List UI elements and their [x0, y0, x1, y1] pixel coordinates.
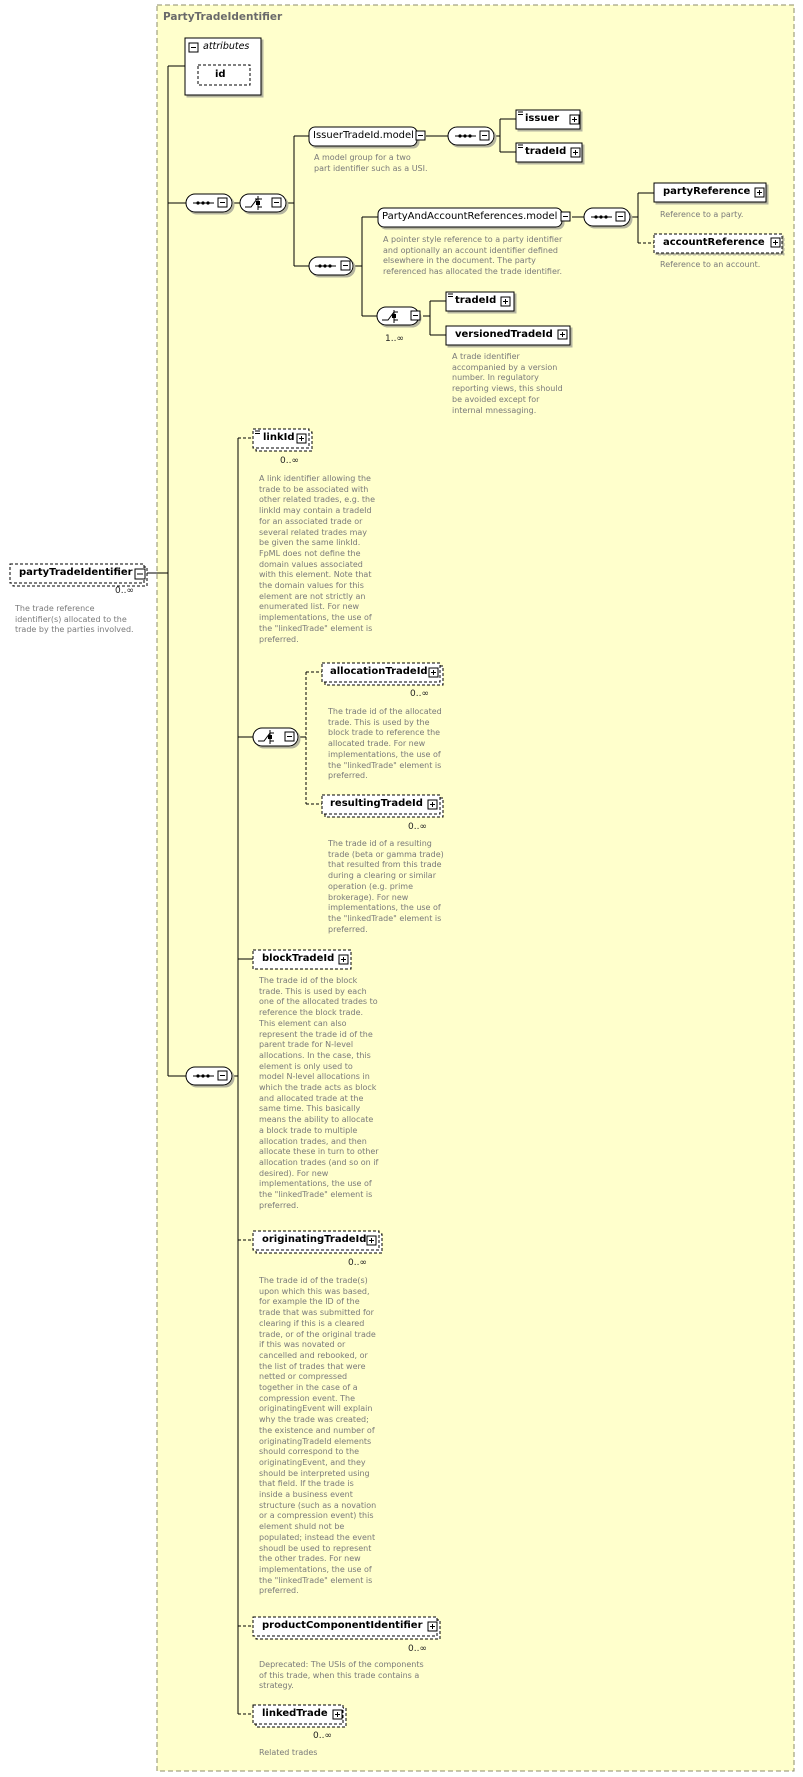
issuer-label[interactable]: issuer: [525, 113, 560, 124]
desc-line: the "linkedTrade" element is: [259, 623, 373, 633]
accountreference-desc: Reference to an account.: [660, 260, 761, 269]
desc-line: The trade id of a resulting: [328, 839, 432, 848]
desc-line: allocation trades (and so on if: [259, 1157, 379, 1167]
desc-line: populated; instead the event: [259, 1532, 376, 1542]
desc-line: represent the trade id of the: [259, 1029, 373, 1039]
desc-line: enumerated list. For new: [259, 602, 360, 612]
desc-line: one of the allocated trades to: [259, 997, 378, 1007]
desc-line: trade. This is used by the: [328, 717, 430, 727]
desc-line: internal mnessaging.: [452, 405, 537, 415]
desc-line: trade by the parties involved.: [15, 625, 134, 635]
desc-line: together in the case of a: [259, 1383, 358, 1393]
allocationtradeid-occurs: 0..∞: [410, 689, 429, 699]
desc-line: the list of trades that were: [259, 1361, 366, 1371]
desc-line: and allocated trade at the: [259, 1093, 364, 1103]
desc-line: preferred.: [328, 924, 368, 934]
desc-line: implementations, the use of: [259, 613, 372, 623]
desc-line: inside a business event: [259, 1490, 353, 1500]
desc-line: element is only used to: [259, 1061, 353, 1071]
linkedtrade-desc: [259, 1748, 317, 1759]
desc-line: be given the same linkId.: [259, 538, 361, 548]
desc-line: number. In regulatory: [452, 373, 539, 383]
desc-line: The trade id of the block: [259, 976, 358, 985]
productcomponentidentifier-desc: [259, 1660, 424, 1692]
desc-line: same time. This basically: [259, 1104, 361, 1114]
desc-line: a block trade to multiple: [259, 1125, 358, 1135]
desc-line: of this trade, when this trade contains a: [259, 1670, 420, 1680]
desc-line: referenced has allocated the trade identifier.: [383, 267, 562, 277]
originatingtradeid-occurs: 0..∞: [348, 1258, 367, 1268]
desc-line: during a clearing or similar: [328, 871, 436, 881]
desc-line: implementations, the use of: [328, 749, 441, 759]
desc-line: that resulted from this trade: [328, 860, 442, 870]
desc-line: A pointer style reference to a party identifier: [383, 235, 563, 244]
desc-line: netted or compressed: [259, 1372, 348, 1382]
productcomponentidentifier-occurs: 0..∞: [408, 1644, 427, 1654]
desc-line: compression event. The: [259, 1393, 356, 1403]
root-element-label[interactable]: partyTradeIdentifier: [19, 567, 133, 578]
desc-line: trade (beta or gamma trade): [328, 849, 444, 859]
linkedtrade-occurs: 0..∞: [313, 1731, 332, 1741]
desc-line: reporting views, this should: [452, 384, 563, 394]
desc-line: linkId may contain a tradeId: [259, 506, 372, 516]
type-title: PartyTradeIdentifier: [163, 11, 283, 23]
desc-line: strategy.: [259, 1681, 294, 1691]
desc-line: FpML does not define the: [259, 548, 361, 558]
desc-line: that field. If the trade is: [259, 1479, 354, 1489]
partyreference-desc: Reference to a party.: [660, 210, 744, 219]
attribute-id-label[interactable]: id: [215, 69, 226, 80]
linkid-occurs: 0..∞: [280, 456, 299, 466]
desc-line: desired). For new: [259, 1168, 329, 1178]
desc-line: means the ability to allocate: [259, 1115, 374, 1125]
desc-line: other related trades, e.g. the: [259, 495, 376, 505]
desc-line: This element can also: [259, 1018, 347, 1028]
desc-line: if this was novated or: [259, 1340, 346, 1350]
desc-line: reference the block trade.: [259, 1008, 364, 1018]
linkid-label[interactable]: linkId: [263, 432, 295, 443]
desc-line: trade that was submitted for: [259, 1308, 374, 1318]
sequence-compositor-3[interactable]: [309, 257, 353, 275]
originatingtradeid-desc: [259, 1276, 376, 1597]
desc-line: preferred.: [259, 1586, 299, 1596]
originatingtradeid-label[interactable]: originatingTradeId: [262, 1234, 367, 1245]
desc-line: trade to be associated with: [259, 484, 369, 494]
sequence-compositor-1[interactable]: [186, 194, 232, 212]
desc-line: A model group for a two: [314, 153, 411, 162]
choice-compositor-1[interactable]: [240, 194, 286, 212]
blocktradeid-label[interactable]: blockTradeId: [262, 953, 335, 964]
desc-line: A trade identifier: [452, 352, 520, 361]
desc-line: elsewhere in the document. The party: [383, 256, 536, 266]
desc-line: accompanied by a version: [452, 362, 558, 372]
desc-line: allocations. In the case, this: [259, 1050, 371, 1060]
partyreference-label[interactable]: partyReference: [663, 186, 751, 197]
desc-line: or a compression event) this: [259, 1511, 374, 1521]
allocationtradeid-label[interactable]: allocationTradeId: [330, 666, 428, 677]
desc-line: the "linkedTrade" element is: [259, 1190, 373, 1200]
desc-line: element are not strictly an: [259, 591, 366, 601]
desc-line: operation (e.g. prime: [328, 881, 414, 891]
desc-line: with this element. Note that: [259, 570, 372, 580]
desc-line: block trade to reference the: [328, 728, 441, 738]
linkedtrade-label[interactable]: linkedTrade: [262, 1708, 328, 1719]
desc-line: the "linkedTrade" element is: [328, 760, 442, 770]
desc-line: for example the ID of the: [259, 1297, 360, 1307]
desc-line: model N-level allocations in: [259, 1072, 370, 1082]
resultingtradeid-occurs: 0..∞: [408, 822, 427, 832]
root-occurs: 0..∞: [115, 586, 134, 596]
attributes-label: attributes: [203, 41, 250, 52]
desc-line: clearing if this is a cleared: [259, 1318, 365, 1328]
party-model-desc: [383, 235, 562, 278]
desc-line: preferred.: [259, 634, 299, 644]
desc-line: identifier(s) allocated to the: [15, 614, 127, 624]
desc-line: why the trade was created;: [259, 1415, 369, 1425]
root-desc: [15, 604, 134, 636]
desc-line: which the trade acts as block: [259, 1083, 377, 1093]
sequence-compositor-5[interactable]: [186, 1067, 232, 1085]
allocationtradeid-desc: [328, 707, 442, 782]
desc-line: the domain values for this: [259, 581, 364, 591]
desc-line: for an associated trade or: [259, 516, 363, 526]
resultingtradeid-desc: [328, 839, 444, 935]
desc-line: allocation trades, and then: [259, 1136, 367, 1146]
desc-line: element shuld not be: [259, 1522, 345, 1532]
desc-line: preferred.: [259, 1200, 299, 1210]
party-model-label[interactable]: PartyAndAccountReferences.model: [382, 211, 558, 222]
accountreference-label[interactable]: accountReference: [663, 237, 765, 248]
sequence-compositor-4[interactable]: [584, 208, 630, 226]
blocktradeid-desc: [259, 976, 379, 1211]
resultingtradeid-label[interactable]: resultingTradeId: [330, 798, 423, 809]
desc-line: implementations, the use of: [328, 903, 441, 913]
choice-occurs: 1..∞: [385, 334, 404, 344]
desc-line: implementations, the use of: [259, 1179, 372, 1189]
desc-line: the "linkedTrade" element is: [328, 913, 442, 923]
desc-line: and optionally an account identifier defined: [383, 245, 558, 255]
desc-line: Related trades: [259, 1748, 318, 1757]
desc-line: allocate these in turn to other: [259, 1147, 379, 1157]
desc-line: upon which this was based,: [259, 1286, 370, 1296]
desc-line: structure (such as a novation: [259, 1500, 377, 1510]
versionedtradeid-desc: [452, 352, 563, 416]
desc-line: should be interpreted using: [259, 1468, 370, 1478]
desc-line: implementations, the use of: [259, 1564, 372, 1574]
linkid-desc: [259, 474, 375, 645]
desc-line: trade, or of the original trade: [259, 1329, 376, 1339]
desc-line: The trade reference: [15, 604, 95, 613]
desc-line: the "linkedTrade" element is: [259, 1575, 373, 1585]
desc-line: allocated trade. For new: [328, 739, 426, 749]
desc-line: should correspond to the: [259, 1447, 360, 1457]
sequence-compositor-2[interactable]: [448, 127, 494, 145]
desc-line: The trade id of the allocated: [328, 707, 442, 716]
issuer-model-label[interactable]: IssuerTradeId.model: [313, 130, 414, 141]
desc-line: part identifier such as a USI.: [314, 163, 428, 173]
desc-line: the existence and number of: [259, 1425, 375, 1435]
versionedtradeid-label[interactable]: versionedTradeId: [455, 329, 553, 340]
desc-line: originatingEvent, and they: [259, 1457, 366, 1467]
desc-line: cancelled and rebooked, or: [259, 1350, 368, 1360]
issuer-model-desc: [314, 153, 428, 174]
desc-line: domain values associated: [259, 559, 363, 569]
tradeid2-label[interactable]: tradeId: [455, 295, 497, 306]
desc-line: The trade id of the trade(s): [259, 1276, 368, 1285]
choice-compositor-2[interactable]: [377, 307, 420, 327]
tradeid-label[interactable]: tradeId: [525, 146, 567, 157]
desc-line: originatingTradeId elements: [259, 1436, 372, 1446]
desc-line: brokerage). For new: [328, 892, 409, 902]
desc-line: parent trade for N-level: [259, 1040, 354, 1050]
desc-line: shoudl be used to represent: [259, 1543, 372, 1553]
desc-line: the other trades. For new: [259, 1554, 361, 1564]
productcomponentidentifier-label[interactable]: productComponentIdentifier: [262, 1620, 423, 1631]
desc-line: be avoided except for: [452, 394, 540, 404]
desc-line: preferred.: [328, 771, 368, 781]
desc-line: trade. This is used by each: [259, 986, 367, 996]
desc-line: Deprecated: The USIs of the components: [259, 1660, 424, 1669]
choice-compositor-3[interactable]: [253, 728, 298, 746]
desc-line: originatingEvent will explain: [259, 1404, 373, 1414]
desc-line: A link identifier allowing the: [259, 474, 371, 483]
desc-line: several related trades may: [259, 527, 368, 537]
